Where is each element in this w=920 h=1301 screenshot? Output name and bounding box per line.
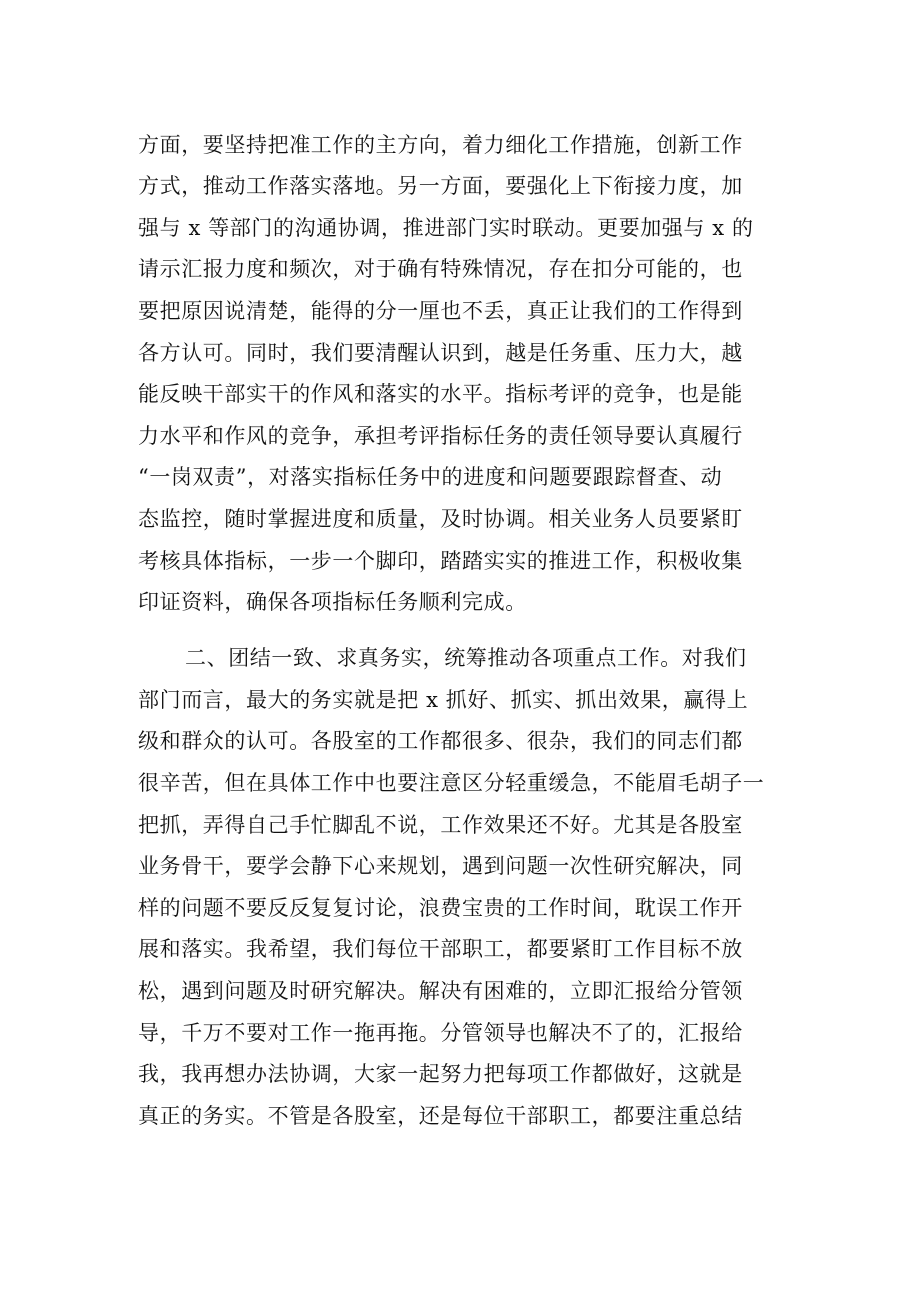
text-line-10: 态监控，随时掌握进度和质量，及时协调。相关业务人员要紧盯	[138, 507, 743, 531]
text-line-20: 展和落实。我希望，我们每位干部职工，都要紧盯工作目标不放	[138, 937, 743, 961]
text-line-1: 方面，要坚持把准工作的主方向，着力细化工作措施，创新工作	[138, 133, 743, 157]
text-line-8: 力水平和作风的竞争，承担考评指标任务的责任领导要认真履行	[138, 424, 743, 448]
text-line-9: “一岗双责”，对落实指标任务中的进度和问题要跟踪督查、动	[138, 465, 723, 489]
text-line-6: 各方认可。同时，我们要清醒认识到，越是任务重、压力大，越	[138, 341, 743, 365]
text-line-3: 强与 x 等部门的沟通协调，推进部门实时联动。更要加强与 x 的	[138, 216, 754, 240]
text-line-5: 要把原因说清楚，能得的分一厘也不丢，真正让我们的工作得到	[138, 299, 743, 323]
text-line-15: 级和群众的认可。各股室的工作都很多、很杂，我们的同志们都	[138, 729, 743, 753]
text-line-21: 松，遇到问题及时研究解决。解决有困难的，立即汇报给分管领	[138, 979, 743, 1003]
text-line-24: 真正的务实。不管是各股室，还是每位干部职工，都要注重总结	[138, 1104, 743, 1128]
text-line-16: 很辛苦，但在具体工作中也要注意区分轻重缓急，不能眉毛胡子一	[138, 771, 765, 795]
text-line-7: 能反映干部实干的作风和落实的水平。指标考评的竞争，也是能	[138, 382, 743, 406]
text-line-23: 我，我再想办法协调，大家一起努力把每项工作都做好，这就是	[138, 1062, 743, 1086]
text-line-18: 业务骨干，要学会静下心来规划，遇到问题一次性研究解决，同	[138, 854, 743, 878]
text-line-11: 考核具体指标，一步一个脚印，踏踏实实的推进工作，积极收集	[138, 549, 743, 573]
text-line-14: 部门而言，最大的务实就是把 x 抓好、抓实、抓出效果，赢得上	[138, 688, 749, 712]
text-line-17: 把抓，弄得自己手忙脚乱不说，工作效果还不好。尤其是各股室	[138, 813, 743, 837]
text-line-2: 方式，推动工作落实落地。另一方面，要强化上下衔接力度，加	[138, 174, 743, 198]
text-line-22: 导，千万不要对工作一拖再拖。分管领导也解决不了的，汇报给	[138, 1021, 743, 1045]
text-line-4: 请示汇报力度和频次，对于确有特殊情况，存在扣分可能的，也	[138, 257, 743, 281]
text-line-13: 二、团结一致、求真务实，统筹推动各项重点工作。对我们	[185, 646, 747, 670]
text-line-12: 印证资料，确保各项指标任务顺利完成。	[138, 590, 527, 614]
text-line-19: 样的问题不要反反复复讨论，浪费宝贵的工作时间，耽误工作开	[138, 896, 743, 920]
